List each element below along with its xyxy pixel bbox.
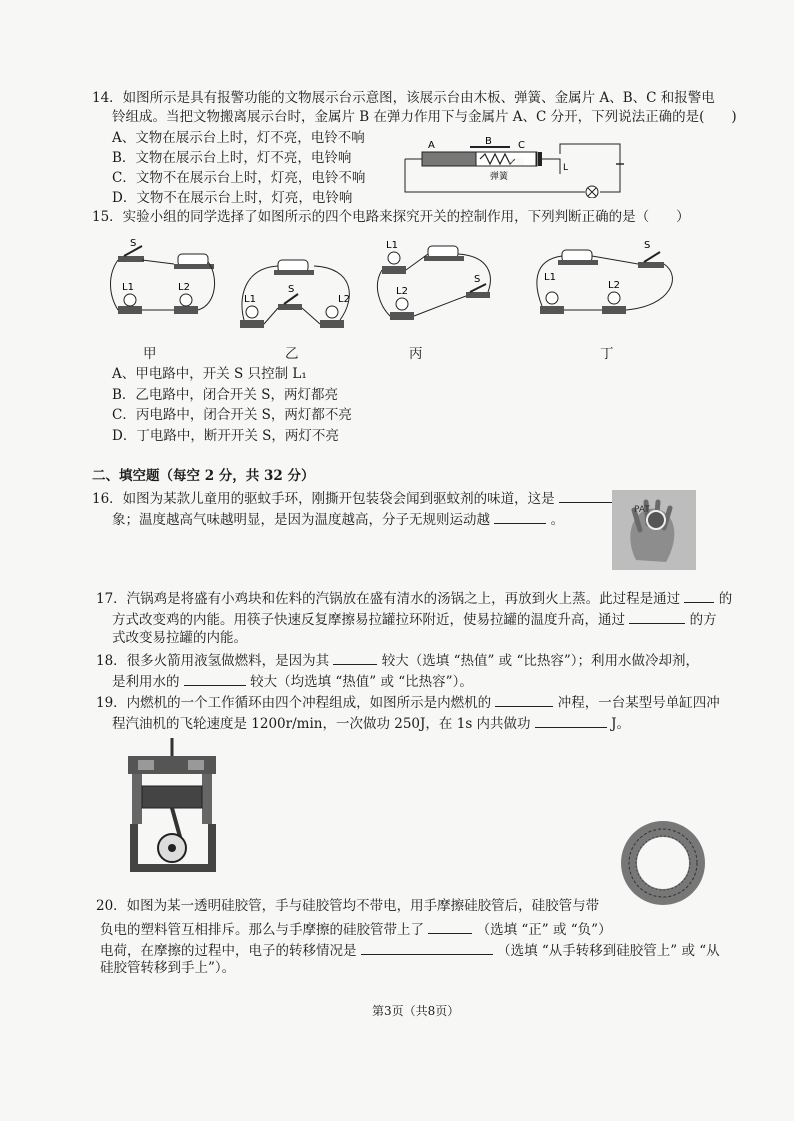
switch-label: S: [644, 240, 651, 251]
lamp2-label: L2: [178, 282, 190, 293]
lamp2-icon: [180, 294, 192, 306]
caption-jia: 甲: [143, 346, 157, 362]
q15-option-d: D．丁电路中，断开开关 S，两灯不亮: [112, 428, 339, 444]
switch-lever: [644, 252, 660, 262]
q20-blank-1[interactable]: [428, 921, 472, 934]
q16-line1-text: 16．如图为某款儿童用的驱蚊手环，刚撕开包装袋会闻到驱蚊剂的味道，这是: [92, 491, 555, 507]
q20-line2-a: 负电的塑料管互相排斥。那么与手摩擦的硅胶管带上了: [100, 922, 424, 938]
q16-line2: [112, 511, 564, 528]
q14-option-d: D．文物不在展示台上时，灯亮，电铃响: [112, 190, 353, 206]
label-c: C: [518, 140, 525, 151]
q16-line1: [92, 490, 635, 507]
lamp1-label: L1: [544, 272, 556, 283]
caption-ding: 丁: [600, 346, 614, 362]
q14-option-a: A、文物在展示台上时，灯不亮，电铃不响: [112, 130, 365, 146]
lamp1-base: [118, 306, 142, 314]
q18-blank-1[interactable]: [333, 652, 377, 665]
q18-blank-2[interactable]: [184, 673, 246, 686]
q19-line2-a: 程汽油机的飞轮速度是 1200r/min，一次做功 250J，在 1s 内共做功: [112, 716, 531, 732]
battery-base: [424, 256, 464, 261]
lamp2-icon: [608, 292, 620, 304]
lamp1-base: [382, 266, 406, 274]
lamp2-icon: [326, 306, 338, 318]
lamp1-base: [240, 320, 264, 328]
switch-base: [638, 262, 664, 268]
lamp1-label: L1: [386, 240, 398, 251]
q16-blank-1[interactable]: [559, 490, 617, 503]
q15-circuit-jia: [108, 234, 248, 334]
switch-lever: [470, 284, 486, 292]
battery-base: [174, 264, 214, 269]
lamp2-base: [174, 306, 198, 314]
switch-base: [278, 304, 302, 310]
label-a: A: [428, 140, 435, 151]
lamp1-icon: [246, 306, 258, 318]
q19-blank-1[interactable]: [495, 694, 553, 707]
battery-base: [558, 260, 598, 265]
q15-option-c: C．丙电路中，闭合开关 S，两灯都不亮: [112, 407, 352, 423]
q19-line1: [96, 694, 720, 711]
switch-lever: [284, 294, 298, 304]
wire-top: [560, 144, 620, 192]
q17-line2: [112, 611, 717, 628]
q20-line3: [100, 942, 720, 959]
cylinder-wall-left: [132, 774, 142, 824]
q17-line2-a: 方式改变鸡的内能。用筷子快速反复摩擦易拉罐拉环附近，使易拉罐的温度升高，通过: [112, 612, 625, 628]
lamp1-base: [540, 306, 564, 314]
lamp2-label: L2: [608, 280, 620, 291]
q17-blank-1[interactable]: [684, 590, 714, 603]
q18-line1: [96, 652, 699, 669]
q17-blank-2[interactable]: [629, 611, 685, 624]
q14-stem-line2: 铃组成。当把文物搬离展示台时，金属片 B 在弹力作用下与金属片 A、C 分开，下列说法正确的是( ): [112, 109, 737, 125]
caption-bing: 丙: [409, 346, 423, 362]
q17-line1-b: 的: [718, 591, 733, 607]
lamp2-base: [320, 320, 344, 328]
q14-display-stand-figure: [400, 134, 630, 198]
wire-right: [542, 159, 560, 174]
lamp2-icon: [396, 298, 408, 310]
lamp2-base: [390, 312, 414, 320]
q16-blank-2[interactable]: [494, 511, 546, 524]
exhaust-valve: [188, 760, 204, 770]
q18-line1-a: 18．很多火箭用液氢做燃料，是因为其: [96, 653, 330, 669]
q20-line3-a: 电荷，在摩擦的过程中，电子的转移情况是: [100, 943, 357, 959]
battery-base: [274, 270, 314, 275]
section-title: 二、填空题（每空 2 分，共 32 分）: [92, 468, 315, 484]
lamp1-icon: [124, 294, 136, 306]
photo-text: PAT: [634, 505, 650, 515]
q20-line1: 20．如图为某一透明硅胶管，手与硅胶管均不带电，用手摩擦硅胶管后，硅胶管与带: [96, 898, 600, 914]
label-board: 木板: [508, 157, 524, 166]
q20-line2-b: （选填 “正” 或 “负”）: [476, 922, 612, 938]
label-spring: 弹簧: [490, 172, 509, 182]
q20-line3-b: （选填 “从手转移到硅胶管上” 或 “从: [497, 943, 720, 959]
lamp2-label: L2: [338, 294, 350, 305]
q18-line2-b: 较大（均选填 “热值” 或 “比热容”）。: [250, 674, 473, 690]
q14-option-b: B．文物在展示台上时，灯不亮，电铃响: [112, 150, 352, 166]
q17-line3: 式改变易拉罐的内能。: [112, 630, 247, 646]
q15-circuit-yi: [234, 248, 364, 338]
q16-line2-end: 。: [550, 512, 565, 528]
q15-option-a: A、甲电路中，开关 S 只控制 L₁: [112, 366, 307, 382]
q20-line2: [100, 921, 612, 938]
crank-center: [168, 844, 176, 852]
lamp1-label: L1: [244, 294, 256, 305]
switch-label: S: [130, 238, 137, 249]
lamp2-label: L2: [396, 286, 408, 297]
lamp1-icon: [546, 292, 558, 304]
switch-base: [118, 256, 144, 262]
metal-plate-c: [538, 152, 542, 166]
cylinder-wall-right: [202, 774, 212, 824]
caption-yi: 乙: [285, 346, 299, 362]
q19-line2-b: J。: [611, 716, 631, 732]
q14-stem-line1: 14．如图所示是具有报警功能的文物展示台示意图，该展示台由木板、弹簧、金属片 A、B、C 和报警电: [92, 90, 715, 106]
q20-line4: 硅胶管转移到手上”）。: [100, 960, 236, 976]
q15-circuit-bing: [370, 236, 510, 336]
q15-option-b: B．乙电路中，闭合开关 S，两灯都亮: [112, 387, 338, 403]
q15-stem: 15．实验小组的同学选择了如图所示的四个电路来探究开关的控制作用，下列判断正确的是（ ）: [92, 209, 690, 225]
q20-blank-2[interactable]: [361, 942, 493, 955]
page-number: 第3页（共8页）: [372, 1004, 460, 1018]
label-b: B: [485, 136, 492, 147]
lamp1-label: L1: [122, 282, 134, 293]
q19-line1-b: 冲程，一台某型号单缸四冲: [557, 695, 720, 711]
intake-valve: [138, 760, 154, 770]
q16-line2-text: 象；温度越高气味越明显，是因为温度越高，分子无规则运动越: [112, 512, 490, 528]
q14-option-c: C．文物不在展示台上时，灯亮，电铃不响: [112, 170, 366, 186]
q15-circuit-ding: [532, 236, 692, 336]
q20-silicone-tube-figure: [620, 820, 706, 906]
label-lamp: L: [563, 163, 569, 173]
switch-label: S: [474, 274, 481, 285]
q19-line1-a: 19．内燃机的一个工作循环由四个冲程组成，如图所示是内燃机的: [96, 695, 492, 711]
switch-base: [466, 292, 490, 298]
lamp2-base: [602, 306, 626, 314]
q18-line2: [112, 673, 473, 690]
q18-line2-a: 是利用水的: [112, 674, 180, 690]
q19-blank-2[interactable]: [535, 715, 607, 728]
piston-icon: [142, 786, 202, 808]
q19-line2: [112, 715, 630, 732]
q17-line2-b: 的方: [689, 612, 717, 628]
switch-label: S: [288, 284, 295, 295]
q18-line1-b: 较大（选填 “热值” 或 “比热容”）；利用水做冷却剂，: [381, 653, 700, 669]
q19-engine-figure: [124, 736, 224, 876]
lamp1-icon: [388, 252, 400, 264]
q17-line1: [96, 590, 732, 607]
q17-line1-a: 17．汽锅鸡是将盛有小鸡块和佐料的汽锅放在盛有清水的汤锅之上，再放到火上蒸。此过程是通过: [96, 591, 681, 607]
q16-wristband-photo: [612, 490, 696, 570]
